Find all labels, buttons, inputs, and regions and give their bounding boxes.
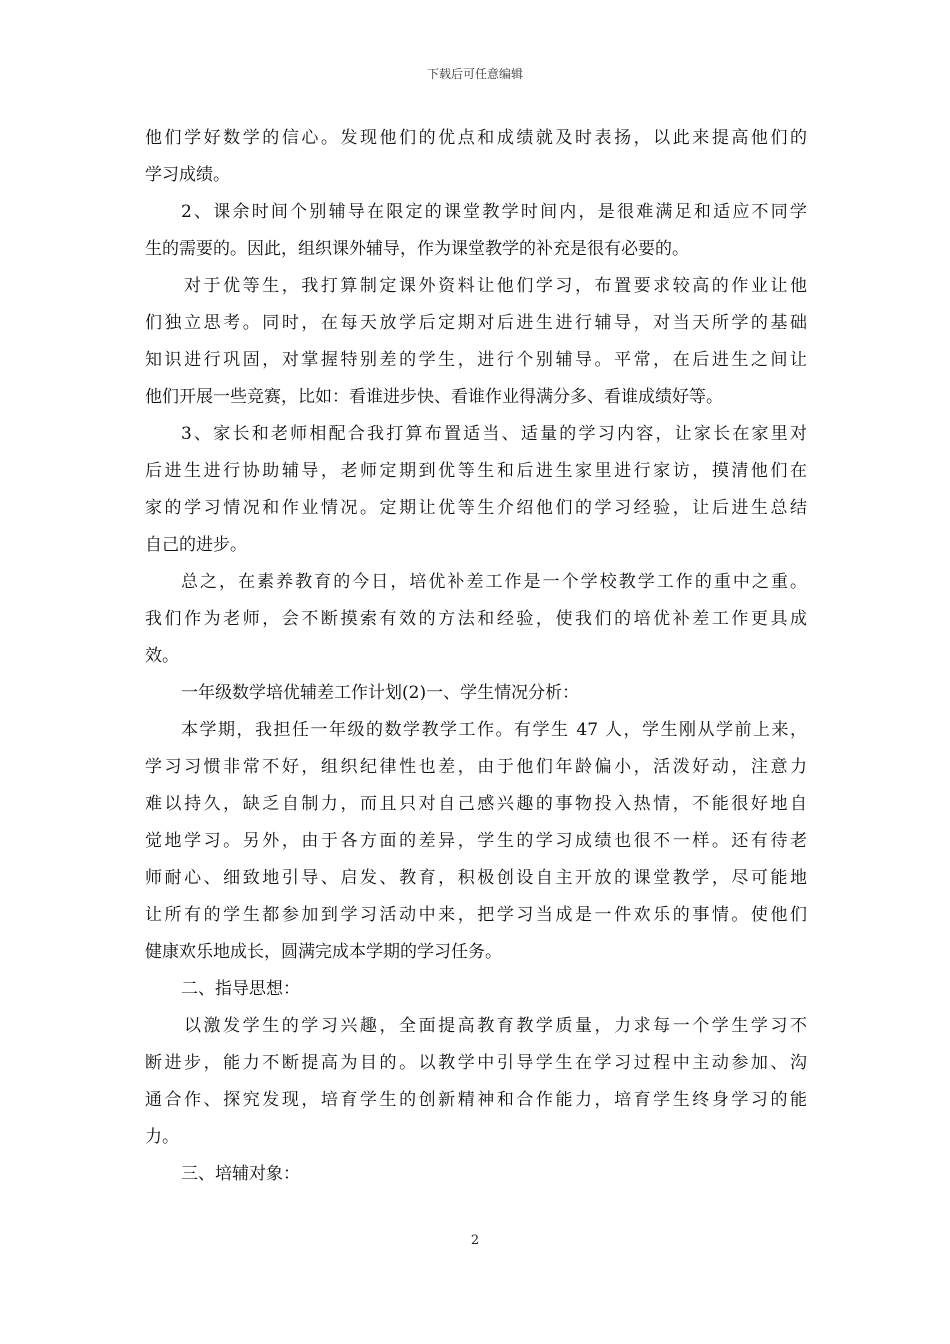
text-line: 师耐心、细致地引导、启发、教育，积极创设自主开放的课堂教学，尽可能地 xyxy=(145,868,807,888)
text-line: 他们学好数学的信心。发现他们的优点和成绩就及时表扬，以此来提高他们的 xyxy=(145,128,807,148)
document-body xyxy=(145,120,807,1193)
text-line: 通合作、探究发现，培育学生的创新精神和合作能力，培育学生终身学习的能 xyxy=(145,1090,807,1110)
text-line: 本学期，我担任一年级的数学教学工作。有学生 47 人，学生刚从学前上来， xyxy=(181,720,807,740)
text-line: 难以持久，缺乏自制力，而且只对自己感兴趣的事物投入热情，不能很好地自 xyxy=(145,794,807,814)
text-line: 家的学习情况和作业情况。定期让优等生介绍他们的学习经验，让后进生总结 xyxy=(145,498,807,518)
text-line: 让所有的学生都参加到学习活动中来，把学习当成是一件欢乐的事情。使他们 xyxy=(145,905,807,925)
section-heading: 二、指导思想： xyxy=(181,979,300,999)
text-line: 他们开展一些竞赛，比如：看谁进步快、看谁作业得满分多、看谁成绩好等。 xyxy=(145,387,723,407)
text-line: 断进步，能力不断提高为目的。以教学中引导学生在学习过程中主动参加、沟 xyxy=(145,1053,807,1073)
text-line: 自己的进步。 xyxy=(145,535,247,555)
text-line: 后进生进行协助辅导，老师定期到优等生和后进生家里进行家访，摸清他们在 xyxy=(145,461,807,481)
text-line: 3、家长和老师相配合我打算布置适当、适量的学习内容，让家长在家里对 xyxy=(181,424,807,444)
text-line: 效。 xyxy=(145,646,179,666)
text-line: 2、课余时间个别辅导在限定的课堂教学时间内，是很难满足和适应不同学 xyxy=(181,202,807,222)
section-heading: 三、培辅对象： xyxy=(181,1164,300,1184)
text-line: 健康欢乐地成长，圆满完成本学期的学习任务。 xyxy=(145,942,502,962)
text-line: 生的需要的。因此，组织课外辅导，作为课堂教学的补充是很有必要的。 xyxy=(145,239,689,259)
text-line: 以激发学生的学习兴趣，全面提高教育教学质量，力求每一个学生学习不 xyxy=(184,1016,807,1036)
text-line: 觉地学习。另外，由于各方面的差异，学生的学习成绩也很不一样。还有待老 xyxy=(145,831,807,851)
text-line: 我们作为老师，会不断摸索有效的方法和经验，使我们的培优补差工作更具成 xyxy=(145,609,807,629)
text-line: 总之，在素养教育的今日，培优补差工作是一个学校教学工作的重中之重。 xyxy=(181,572,807,592)
section-heading: 一年级数学培优辅差工作计划(2)一、学生情况分析： xyxy=(181,683,580,703)
text-line: 知识进行巩固，对掌握特别差的学生，进行个别辅导。平常，在后进生之间让 xyxy=(145,350,807,370)
text-line: 学习习惯非常不好，组织纪律性也差，由于他们年龄偏小，活泼好动，注意力 xyxy=(145,757,807,777)
text-line: 学习成绩。 xyxy=(145,165,230,185)
text-line: 们独立思考。同时，在每天放学后定期对后进生进行辅导，对当天所学的基础 xyxy=(145,313,807,333)
page-header: 下载后可任意编辑 xyxy=(426,67,523,81)
text-line: 力。 xyxy=(145,1127,179,1147)
page-number: 2 xyxy=(470,1233,480,1248)
text-line: 对于优等生，我打算制定课外资料让他们学习，布置要求较高的作业让他 xyxy=(184,276,807,296)
